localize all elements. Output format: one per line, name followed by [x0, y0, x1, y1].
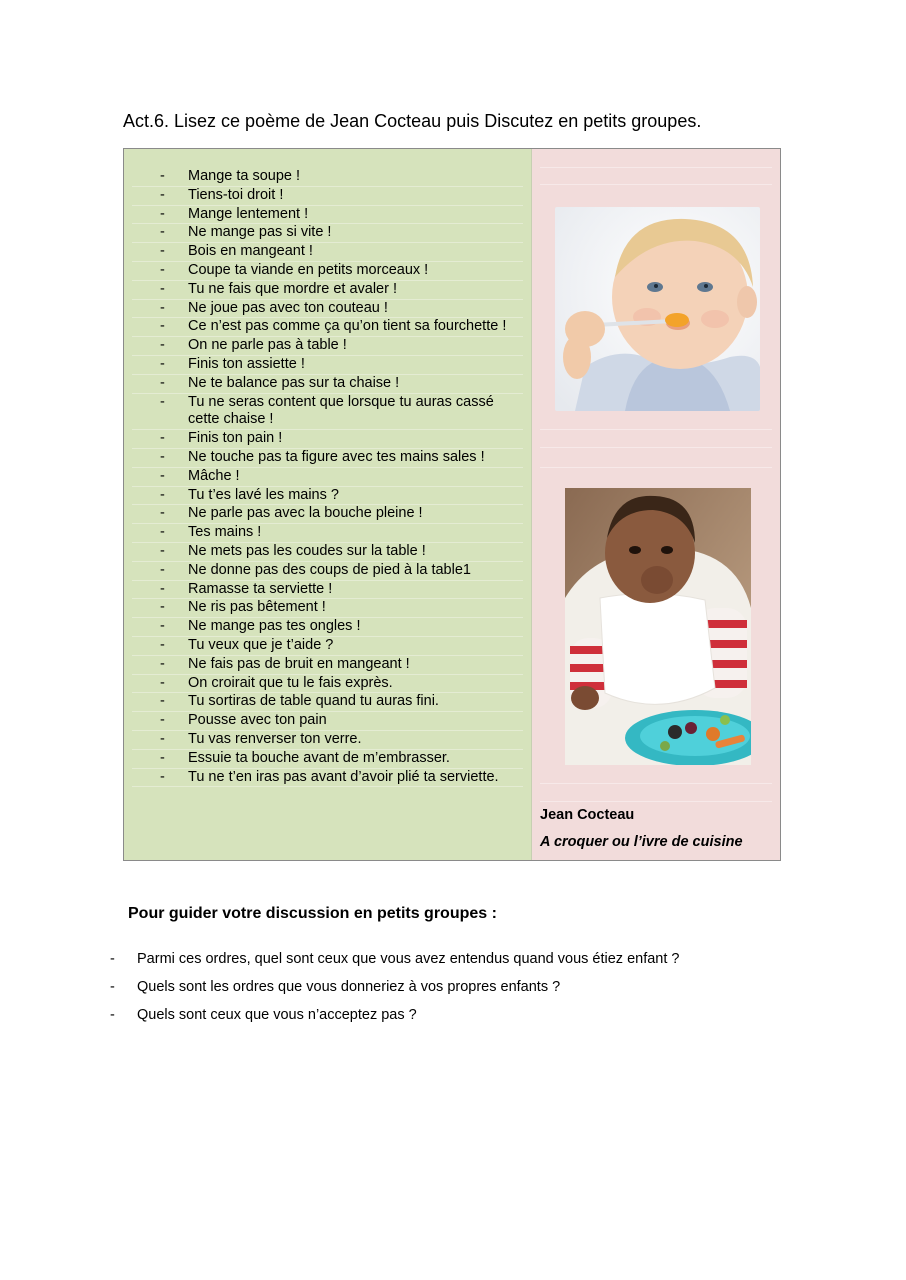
poem-line — [132, 693, 523, 712]
poem-line-text: Tu t’es lavé les mains ? — [188, 486, 339, 503]
list-bullet: - — [160, 768, 165, 785]
list-bullet: - — [160, 618, 165, 635]
poem-line — [132, 750, 523, 769]
list-bullet: - — [160, 467, 165, 484]
poem-line-text: Ne ris pas bêtement ! — [188, 599, 326, 616]
poem-line-text: Tu ne fais que mordre et avaler ! — [188, 280, 398, 297]
list-bullet: - — [160, 186, 165, 203]
poem-author: Jean Cocteau — [540, 807, 635, 823]
poem-line-text: Tu vas renverser ton verre. — [188, 730, 362, 747]
poem-book-title: A croquer ou l’ivre de cuisine — [540, 834, 743, 850]
list-bullet: - — [160, 655, 165, 672]
discussion-question-text: Quels sont les ordres que vous donneriez à vos propres enfants ? — [137, 979, 561, 995]
poem-line-text: Pousse avec ton pain — [188, 712, 327, 729]
poem-line — [132, 224, 523, 243]
list-bullet: - — [160, 749, 165, 766]
poem-line — [132, 468, 523, 487]
list-bullet: - — [160, 730, 165, 747]
list-bullet: - — [160, 448, 165, 465]
list-bullet: - — [160, 318, 165, 335]
poem-line-text: Ne mange pas tes ongles ! — [188, 618, 361, 635]
discussion-question-text: Quels sont ceux que vous n’acceptez pas ? — [137, 1007, 417, 1023]
list-bullet: - — [160, 243, 165, 260]
list-bullet: - — [160, 430, 165, 447]
list-bullet: - — [160, 393, 165, 410]
list-bullet: - — [160, 337, 165, 354]
list-bullet: - — [160, 355, 165, 372]
poem-line — [132, 337, 523, 356]
discussion-question — [110, 1006, 679, 1034]
poem-line — [132, 449, 523, 468]
poem-line-text: Tu ne t’en iras pas avant d’avoir plié ta serviette. — [188, 768, 499, 785]
poem-line — [132, 168, 523, 187]
list-bullet: - — [160, 205, 165, 222]
poem-line — [132, 562, 523, 581]
poem-line-text: Coupe ta viande en petits morceaux ! — [188, 261, 429, 278]
poem-line-text: Ne mets pas les coudes sur la table ! — [188, 542, 426, 559]
list-bullet: - — [160, 561, 165, 578]
poem-line — [132, 356, 523, 375]
list-bullet: - — [160, 224, 165, 241]
poem-column — [124, 149, 532, 860]
poem-line-text: On croirait que tu le fais exprès. — [188, 674, 393, 691]
list-bullet: - — [110, 979, 115, 995]
poem-line — [132, 769, 523, 788]
list-bullet: - — [160, 712, 165, 729]
discussion-question — [110, 950, 679, 978]
poem-table — [123, 148, 781, 861]
poem-line — [132, 637, 523, 656]
poem-line-text: Tiens-toi droit ! — [188, 186, 284, 203]
poem-line — [132, 675, 523, 694]
list-bullet: - — [160, 299, 165, 316]
list-bullet: - — [110, 1007, 115, 1023]
poem-line — [132, 712, 523, 731]
poem-line-text: Finis ton pain ! — [188, 430, 283, 447]
poem-line — [132, 543, 523, 562]
poem-lines — [132, 168, 523, 787]
poem-line-text: Mange ta soupe ! — [188, 168, 301, 184]
poem-line-text: Ne te balance pas sur ta chaise ! — [188, 374, 400, 391]
illustration-column — [532, 149, 780, 860]
poem-line-text: Ce n’est pas comme ça qu’on tient sa fourchette ! — [188, 318, 507, 335]
list-bullet: - — [160, 693, 165, 710]
poem-line-text: Finis ton assiette ! — [188, 355, 305, 372]
poem-line — [132, 656, 523, 675]
poem-line — [132, 524, 523, 543]
toddler-eating-in-high-chair-photo — [565, 488, 751, 765]
poem-line — [132, 281, 523, 300]
poem-line — [132, 487, 523, 506]
poem-line-text: Ramasse ta serviette ! — [188, 580, 333, 597]
discussion-questions — [110, 950, 679, 1034]
list-bullet: - — [160, 168, 165, 184]
list-bullet: - — [160, 524, 165, 541]
poem-line — [132, 243, 523, 262]
poem-line — [132, 599, 523, 618]
poem-line-text: Mâche ! — [188, 467, 240, 484]
poem-line — [132, 394, 523, 431]
list-bullet: - — [160, 505, 165, 522]
poem-line — [132, 187, 523, 206]
poem-line — [132, 300, 523, 319]
poem-line — [132, 262, 523, 281]
poem-line-text: Bois en mangeant ! — [188, 243, 313, 260]
poem-line-text: Ne touche pas ta figure avec tes mains sales ! — [188, 448, 485, 465]
list-bullet: - — [160, 636, 165, 653]
poem-line-text: On ne parle pas à table ! — [188, 337, 347, 354]
poem-line-text: Tes mains ! — [188, 524, 262, 541]
list-bullet: - — [160, 374, 165, 391]
poem-line — [132, 618, 523, 637]
poem-line — [132, 318, 523, 337]
list-bullet: - — [160, 261, 165, 278]
list-bullet: - — [160, 542, 165, 559]
list-bullet: - — [160, 674, 165, 691]
poem-line-text: Tu ne seras content que lorsque tu auras cassé cette chaise ! — [188, 393, 494, 428]
poem-line — [132, 731, 523, 750]
poem-line-text: Ne joue pas avec ton couteau ! — [188, 299, 388, 316]
poem-line — [132, 505, 523, 524]
discussion-question-text: Parmi ces ordres, quel sont ceux que vous avez entendus quand vous étiez enfant ? — [137, 951, 680, 967]
poem-line-text: Ne fais pas de bruit en mangeant ! — [188, 655, 410, 672]
poem-line-text: Ne parle pas avec la bouche pleine ! — [188, 505, 423, 522]
activity-title: Act.6. Lisez ce poème de Jean Cocteau puis Discutez en petits groupes. — [123, 111, 702, 131]
poem-line — [132, 375, 523, 394]
discussion-title: Pour guider votre discussion en petits groupes : — [128, 905, 497, 922]
poem-line-text: Essuie ta bouche avant de m’embrasser. — [188, 749, 450, 766]
poem-line-text: Mange lentement ! — [188, 205, 309, 222]
list-bullet: - — [160, 599, 165, 616]
poem-line-text: Tu sortiras de table quand tu auras fini. — [188, 693, 439, 710]
discussion-question — [110, 978, 679, 1006]
list-bullet: - — [160, 580, 165, 597]
poem-line — [132, 206, 523, 225]
list-bullet: - — [160, 280, 165, 297]
list-bullet: - — [110, 951, 115, 967]
poem-line — [132, 581, 523, 600]
poem-line-text: Tu veux que je t’aide ? — [188, 636, 334, 653]
list-bullet: - — [160, 486, 165, 503]
baby-eating-with-spoon-photo — [555, 207, 760, 411]
poem-line — [132, 430, 523, 449]
poem-line-text: Ne mange pas si vite ! — [188, 224, 332, 241]
poem-line-text: Ne donne pas des coups de pied à la table1 — [188, 561, 471, 578]
